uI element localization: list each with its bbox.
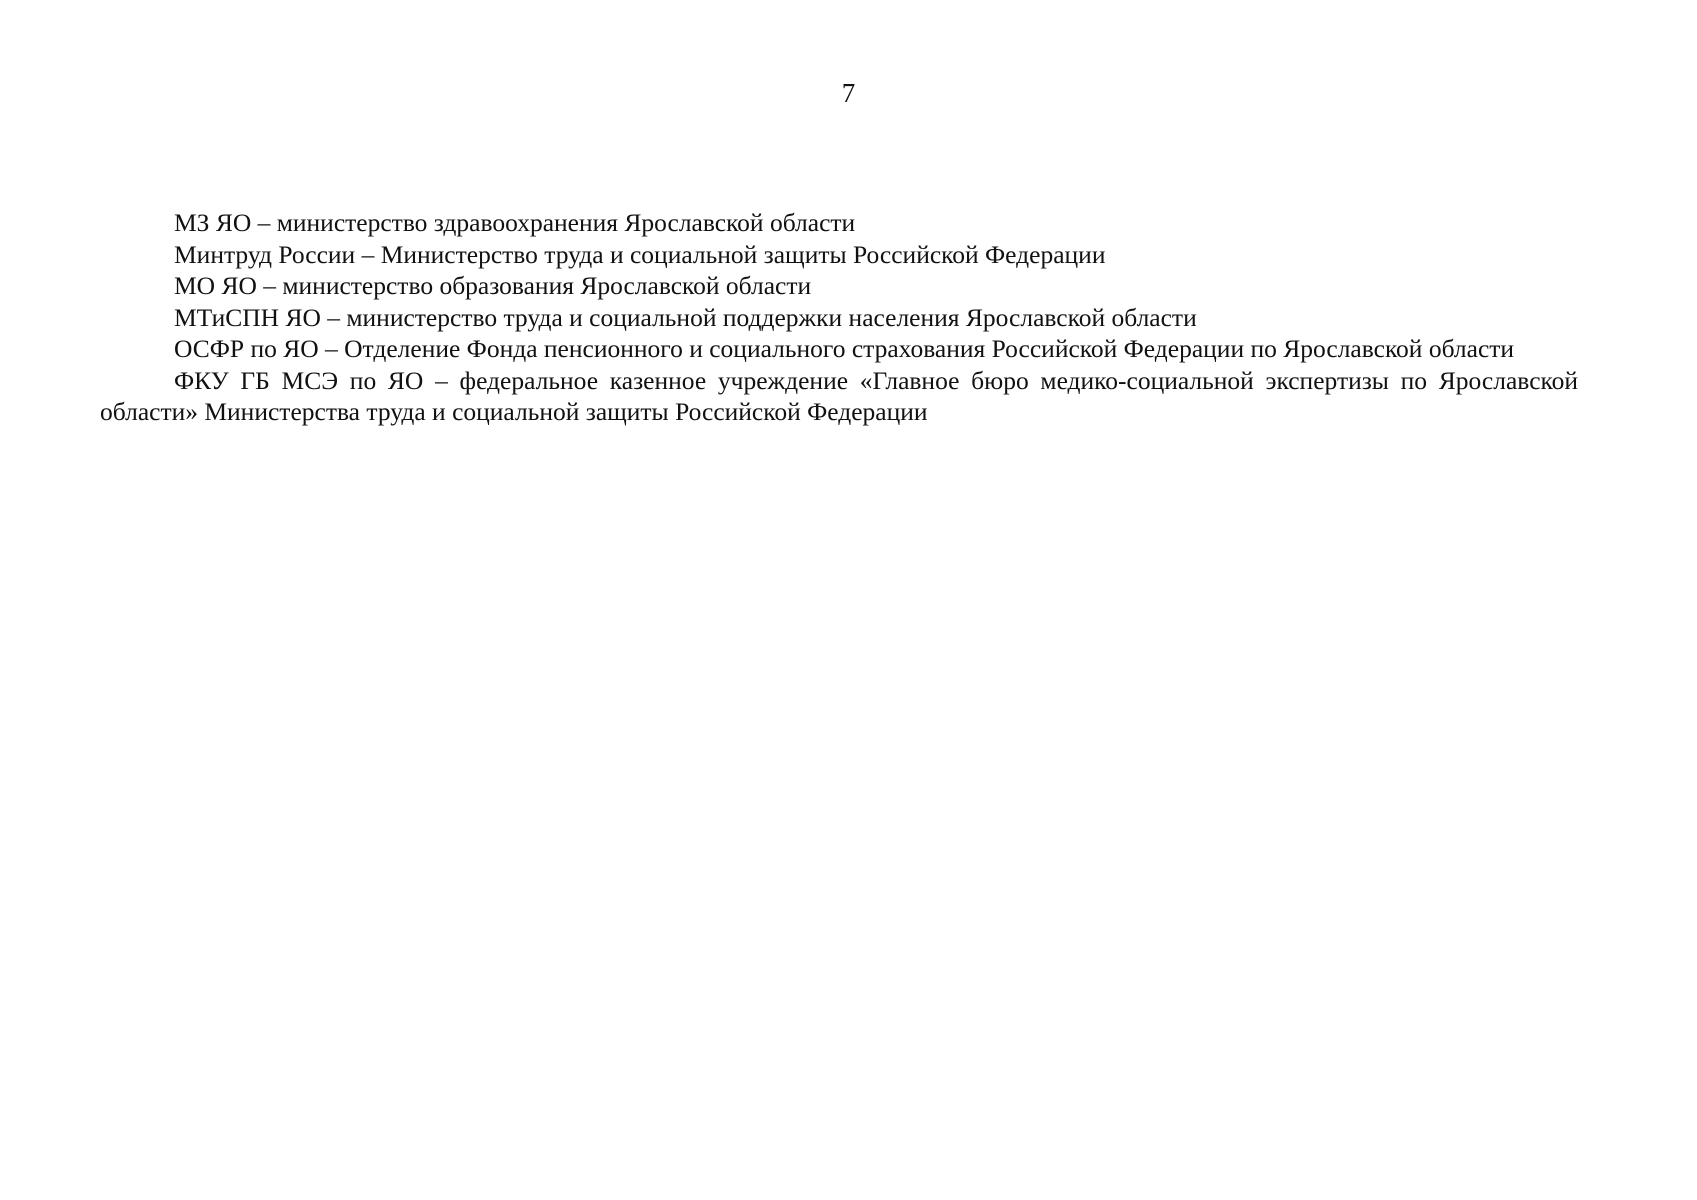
abbreviation-entry-fku-gb-mse: ФКУ ГБ МСЭ по ЯО – федеральное казенное учреждение «Главное бюро медико-социальной экспертизы по Ярославской области» Министерства труда и социальной защиты Российской Федерации	[100, 365, 1578, 426]
abbreviation-entry-osfr: ОСФР по ЯО – Отделение Фонда пенсионного и социального страхования Российской Федерации по Ярославской области	[174, 334, 1515, 363]
abbreviation-entry-mtispn-yao: МТиСПН ЯО – министерство труда и социальной поддержки населения Ярославской области	[174, 302, 1197, 332]
abbreviation-entry-mintrud: Минтруд России – Министерство труда и социальной защиты Российской Федерации	[174, 239, 1106, 269]
page-number: 7	[841, 78, 856, 108]
abbreviation-entry-mo-yao: МО ЯО – министерство образования Ярославской области	[174, 271, 812, 300]
abbreviation-list	[100, 207, 1578, 428]
abbreviation-entry-mz-yao: МЗ ЯО – министерство здравоохранения Ярославской области	[174, 208, 856, 237]
